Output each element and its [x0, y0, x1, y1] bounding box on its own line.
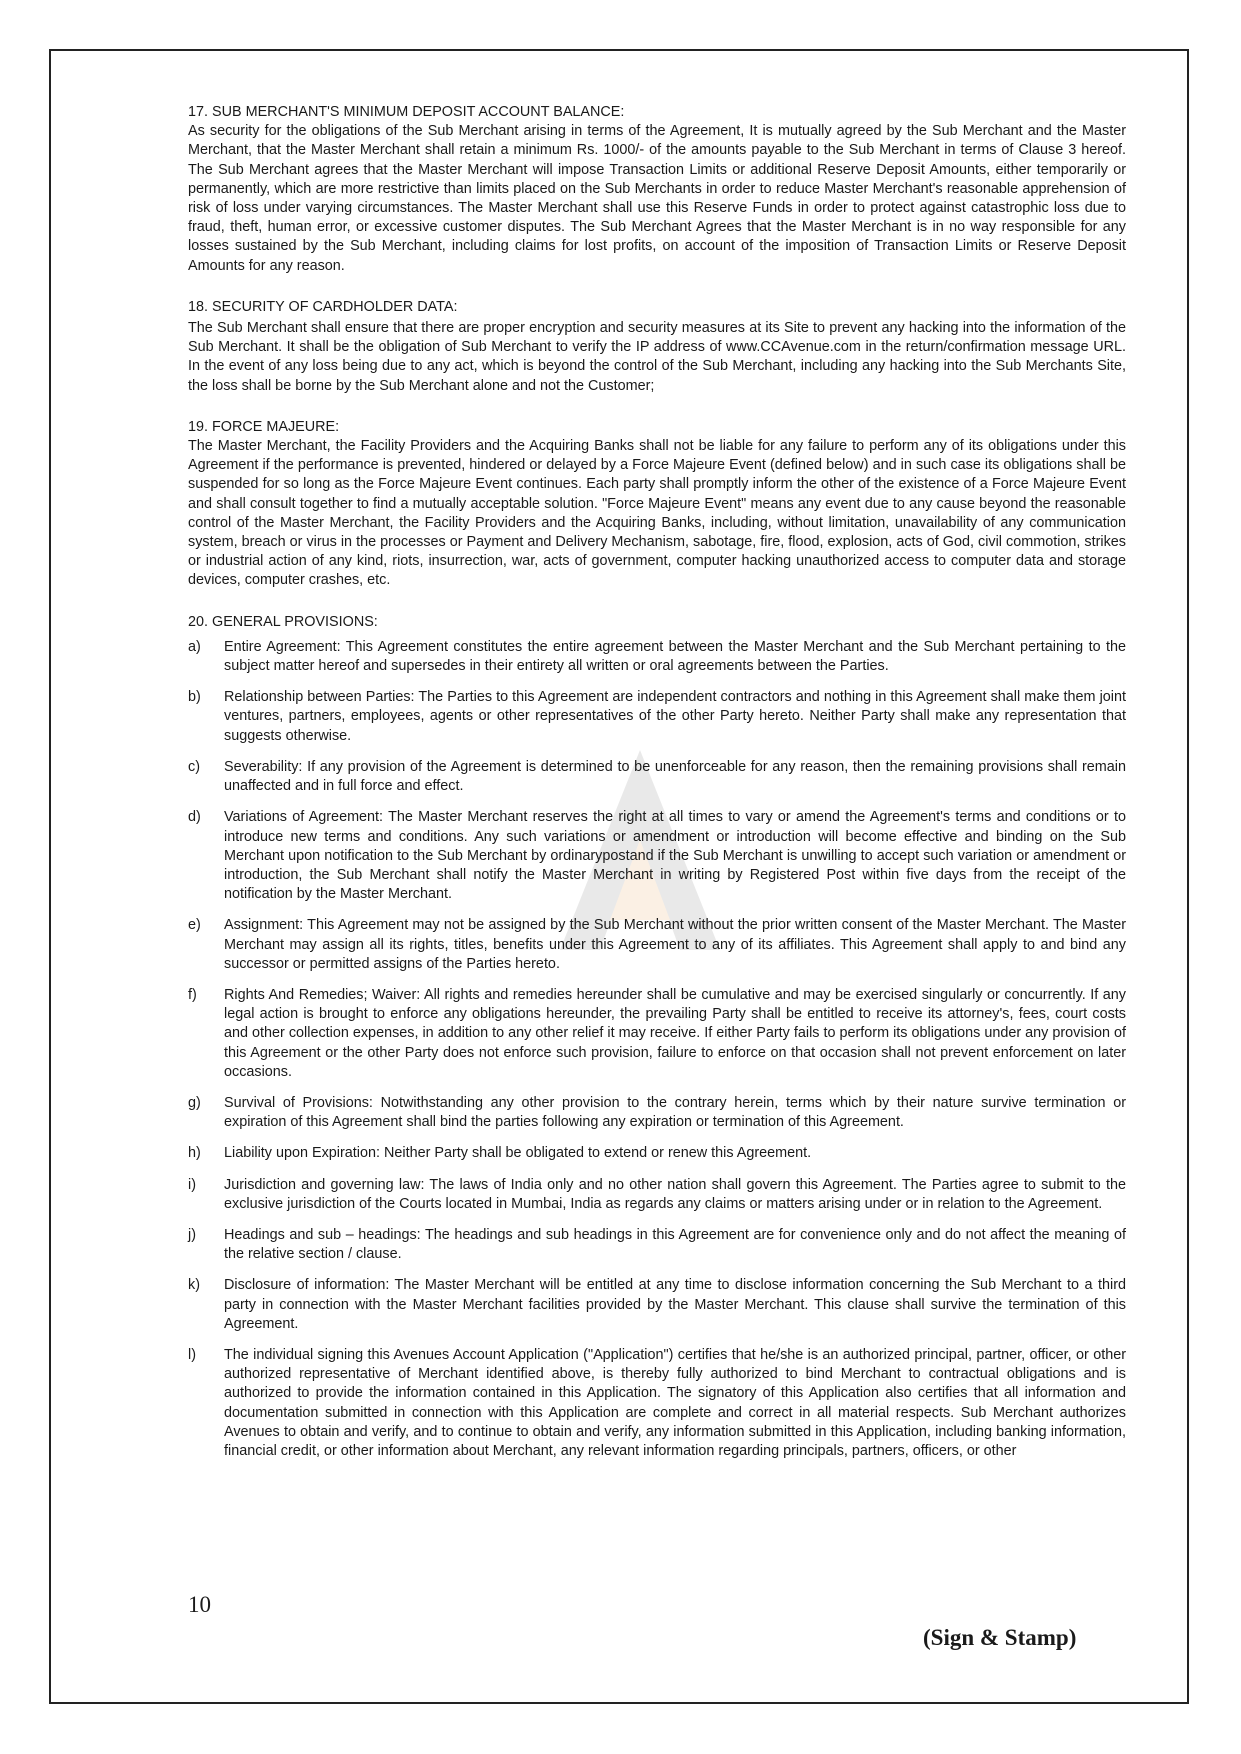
section-18-body: The Sub Merchant shall ensure that there are proper encryption and security measures at its Site to prevent any hacking into the information of the Sub Merchant. It shall be the obligation of Sub Merchant to verify the IP address of www.CCAvenue.com in the return/confirmation message URL. In the event of any loss being due to any act, which is beyond the control of the Sub Merchant, including any hacking into the Sub Merchants Site, the loss shall be borne by the Sub Merchant alone and not the Customer; — [188, 320, 1126, 394]
section-18 — [188, 298, 1126, 396]
list-item-label: a) — [188, 638, 201, 655]
list-item-label: e) — [188, 917, 201, 934]
list-item — [188, 1276, 1126, 1334]
list-item — [188, 1226, 1126, 1264]
section-20-heading: 20. GENERAL PROVISIONS: — [188, 613, 378, 630]
list-item — [188, 986, 1126, 1082]
list-item-label: k) — [188, 1277, 200, 1294]
list-item-label: b) — [188, 689, 201, 706]
section-19-heading: 19. FORCE MAJEURE: — [188, 418, 340, 435]
list-item-text: Disclosure of information: The Master Merchant will be entitled at any time to disclose information concerning the Sub Merchant to a third party in connection with the Master Merchant facilities provided by the Master Merchant. This clause shall survive the termination of this Agreement. — [224, 1277, 1126, 1332]
list-item — [188, 916, 1126, 974]
list-item-label: c) — [188, 758, 200, 775]
list-item-text: Rights And Remedies; Waiver: All rights and remedies hereunder shall be cumulative and may be exercised singularly or concurrently. If any legal action is brought to enforce any obligations hereunder, the prevailing Party shall be entitled to receive its attorney's, fees, court costs and other collection expenses, in addition to any other relief it may receive. If either Party fails to perform its obligations under any provision of this Agreement or the other Party does not enforce such provision, failure to enforce on that occasion shall not prevent enforcement on later occasions. — [224, 986, 1126, 1080]
list-item-label: h) — [188, 1145, 201, 1162]
list-item — [188, 638, 1126, 676]
list-item-text: Entire Agreement: This Agreement constitutes the entire agreement between the Master Merchant and the Sub Merchant pertaining to the subject matter hereof and supersedes in their entirety all written or oral agreements between the Parties. — [224, 638, 1126, 675]
list-item-label: d) — [188, 809, 201, 826]
list-item-label: i) — [188, 1176, 196, 1193]
page-number: 10 — [188, 1592, 211, 1617]
section-17-heading: 17. SUB MERCHANT'S MINIMUM DEPOSIT ACCOUNT BALANCE: — [188, 104, 625, 120]
list-item-text: Relationship between Parties: The Parties to this Agreement are independent contractors and nothing in this Agreement shall make them joint ventures, partners, employees, agents or other representatives of the other Party hereto. Neither Party shall make any representation that suggests otherwise. — [224, 689, 1126, 744]
list-item-text: Survival of Provisions: Notwithstanding any other provision to the contrary herein, terms which by their nature survive termination or expiration of this Agreement shall bind the parties following any expiration or termination of this Agreement. — [224, 1094, 1126, 1131]
list-item-label: l) — [188, 1346, 196, 1363]
list-item — [188, 808, 1126, 904]
list-item — [188, 1346, 1126, 1461]
list-item-text: Jurisdiction and governing law: The laws of India only and no other nation shall govern this Agreement. The Parties agree to submit to the exclusive jurisdiction of the Courts located in Mumbai, India as regards any claims or matters arising under or in relation to the Agreement. — [224, 1176, 1126, 1212]
section-17-body: As security for the obligations of the Sub Merchant arising in terms of the Agreement, It is mutually agreed by the Sub Merchant and the Master Merchant, that the Master Merchant shall retain a minimum Rs. 1000/- of the amounts payable to the Sub Merchant in terms of Clause 3 hereof. The Sub Merchant agrees that the Master Merchant will impose Transaction Limits or additional Reserve Deposit Amounts, either temporarily or permanently, which are more restrictive than limits placed on the Sub Merchants in order to reduce Master Merchant's reasonable apprehension of risk of loss under varying circumstances. The Master Merchant shall use this Reserve Funds in order to protect against catastrophic loss due to fraud, theft, human error, or excessive customer disputes. The Sub Merchant Agrees that the Master Merchant is in no way responsible for any losses sustained by the Sub Merchant, including claims for lost profits, on account of the imposition of Transaction Limits or Reserve Deposit Amounts for any reason. — [188, 123, 1126, 274]
list-item — [188, 688, 1126, 746]
list-item-label: g) — [188, 1094, 201, 1111]
list-item-text: Severability: If any provision of the Agreement is determined to be unenforceable for any reason, then the remaining provisions shall remain unaffected and in full force and effect. — [224, 758, 1126, 795]
document-body — [188, 103, 1126, 1483]
section-19-body: The Master Merchant, the Facility Providers and the Acquiring Banks shall not be liable for any failure to perform any of its obligations under this Agreement if the performance is prevented, hindered or delayed by a Force Majeure Event (defined below) and in such case its obligations shall be suspended for so long as the Force Majeure Event continues. Each party shall promptly inform the other of the existence of a Force Majeure Event and shall consult together to find a mutually acceptable solution. "Force Majeure Event" means any event due to any cause beyond the reasonable control of the Master Merchant, the Facility Providers and the Acquiring Banks, including, without limitation, unavailability of any communication system, breach or virus in the processes or Payment and Delivery Mechanism, sabotage, fire, flood, explosion, acts of God, civil commotion, strikes or industrial action of any kind, riots, insurrection, war, acts of government, computer hacking unauthorized access to computer data and storage devices, computer crashes, etc. — [188, 438, 1126, 589]
section-18-heading: 18. SECURITY OF CARDHOLDER DATA: — [188, 298, 458, 315]
list-item-text: Variations of Agreement: The Master Merchant reserves the right at all times to vary or amend the Agreement's terms and conditions or to introduce new terms and conditions. Any such variations or amendment or introduction will become effective and binding on the Sub Merchant upon notification to the Sub Merchant by ordinarypostand if the Sub Merchant is unwilling to accept such variation or amendment or introduction, the Sub Merchant shall notify the Master Merchant in writing by Registered Post within five days from the receipt of the notification by the Master Merchant. — [224, 809, 1126, 903]
section-19 — [188, 418, 1126, 591]
list-item — [188, 1094, 1126, 1132]
list-item-text: Assignment: This Agreement may not be assigned by the Sub Merchant without the prior written consent of the Master Merchant. The Master Merchant may assign all its rights, titles, benefits under this Agreement to any of its affiliates. This Agreement shall apply to and bind any successor or permitted assigns of the Parties hereto. — [224, 917, 1126, 972]
list-item-label: j) — [188, 1226, 196, 1243]
list-item-text: Liability upon Expiration: Neither Party shall be obligated to extend or renew this Agreement. — [224, 1145, 812, 1162]
list-item-label: f) — [188, 986, 197, 1003]
sign-stamp-label: (Sign & Stamp) — [923, 1625, 1077, 1650]
list-item — [188, 1144, 1126, 1163]
general-provisions-list — [188, 638, 1126, 1461]
list-item-text: The individual signing this Avenues Account Application ("Application") certifies that he/she is an authorized principal, partner, officer, or other authorized representative of Merchant identified above, is thereby fully authorized to bind Merchant to contractual obligations and is authorized to provide the information contained in this Application. The signatory of this Application also certifies that all information and documentation submitted in connection with this Application are complete and correct in all material respects. Sub Merchant authorizes Avenues to obtain and verify, and to continue to obtain and verify, any information submitted in this Application, including banking information, financial credit, or other information about Merchant, any relevant information regarding principals, partners, officers, or other — [224, 1346, 1126, 1459]
list-item — [188, 758, 1126, 796]
section-17 — [188, 103, 1126, 276]
section-20 — [188, 613, 1126, 1462]
list-item-text: Headings and sub – headings: The headings and sub headings in this Agreement are for convenience only and do not affect the meaning of the relative section / clause. — [224, 1226, 1126, 1263]
list-item — [188, 1176, 1126, 1214]
